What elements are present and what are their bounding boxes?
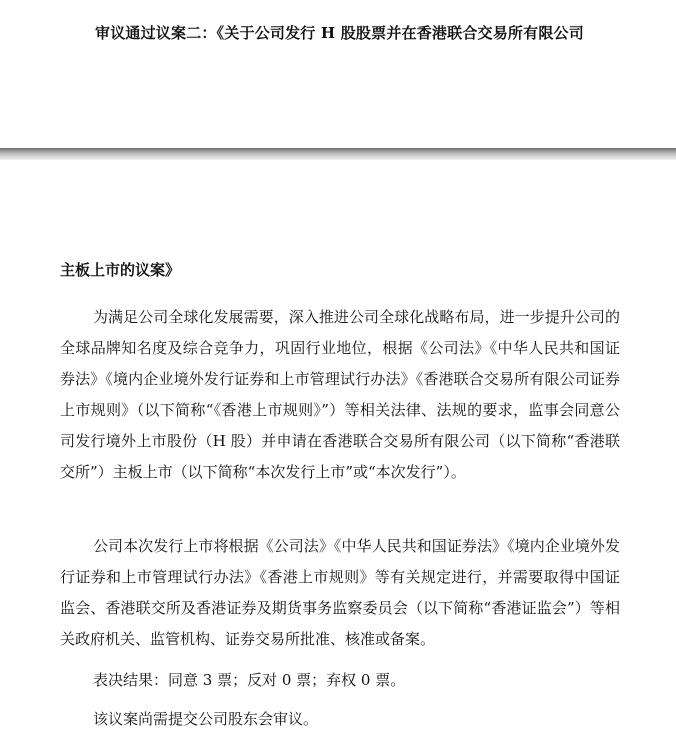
paragraph-regulations: 公司本次发行上市将根据《公司法》《中华人民共和国证券法》《境内企业境外发行证券和上市管理试行办法》《香港上市规则》等有关规定进行，并需要取得中国证监会、香港联交所及香港证券及期货事务监察委员会（以下简称“香港证监会”）等相关政府机关、监管机构、证券交易所批准、核准或备案。 [60, 537, 620, 648]
page-top [0, 0, 676, 148]
page-break-separator [0, 148, 676, 160]
page-bottom [0, 160, 676, 742]
paragraph-submission: 该议案尚需提交公司股东会审议。 [93, 710, 319, 728]
resolution-heading-part2: 主板上市的议案》 [60, 261, 181, 279]
paragraph-vote-result: 表决结果：同意 3 票；反对 0 票；弃权 0 票。 [93, 671, 406, 689]
resolution-heading-part1: 审议通过议案二：《关于公司发行 H 股股票并在香港联合交易所有限公司 [95, 24, 584, 42]
paragraph-purpose: 为满足公司全球化发展需要，深入推进公司全球化战略布局，进一步提升公司的全球品牌知名度及综合竞争力，巩固行业地位，根据《公司法》《中华人民共和国证券法》《境内企业境外发行证券和上市管理试行办法》《香港联合交易所有限公司证券上市规则》（以下简称“《香港上市规则》”）等相关法律、法规的要求，监事会同意公司发行境外上市股份（H 股）并申请在香港联合交易所有限公司（以下简称“香港联交所”）主板上市（以下简称“本次发行上市”或“本次发行”）。 [60, 308, 620, 481]
